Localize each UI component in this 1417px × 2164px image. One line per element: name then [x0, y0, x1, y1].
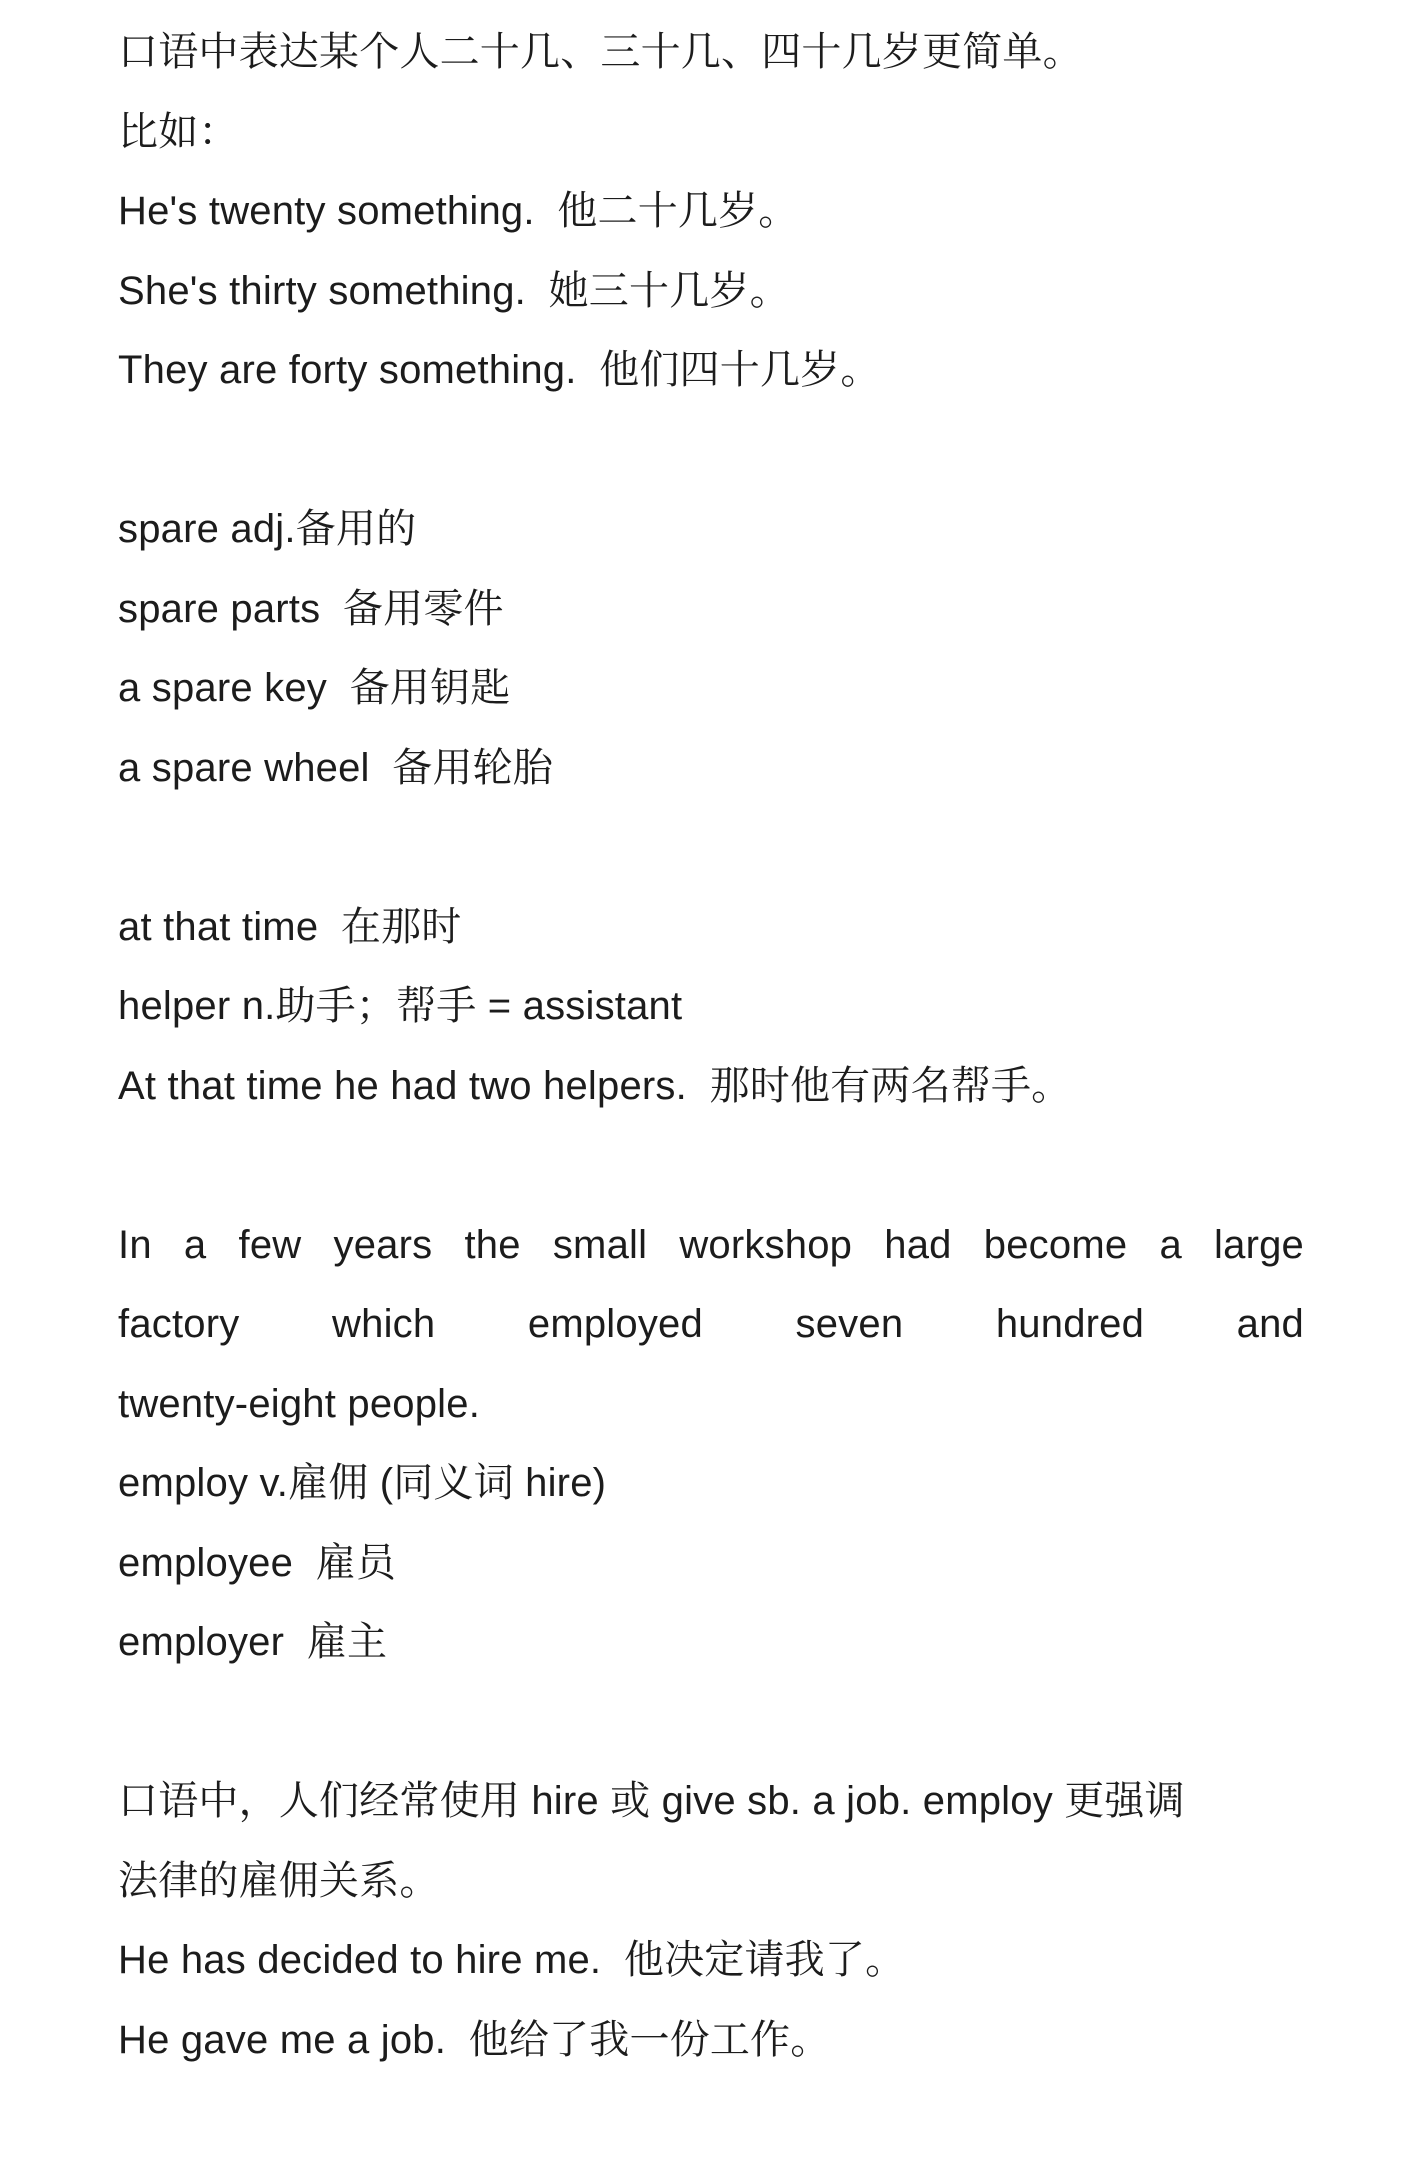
text-line: She's thirty something. 她三十几岁。	[118, 268, 790, 313]
text-line: He gave me a job. 他给了我一份工作。	[118, 2017, 831, 2062]
text-line: helper n.助手；帮手 = assistant	[118, 984, 683, 1028]
text-line: At that time he had two helpers. 那时他有两名帮手。	[118, 1063, 1072, 1108]
text-line	[118, 808, 1304, 888]
text-line: 法律的雇佣关系。	[118, 1858, 440, 1903]
text-line: 比如：	[118, 109, 239, 154]
text-line	[118, 1126, 1304, 1206]
text-line: spare adj.备用的	[118, 507, 417, 551]
text-line: factory which employed seven hundred and	[118, 1302, 1304, 1346]
text-line: employer 雇主	[118, 1620, 388, 1664]
text-line: He has decided to hire me. 他决定请我了。	[118, 1938, 906, 1982]
text-line: 口语中表达某个人二十几、三十几、四十几岁更简单。	[118, 30, 1083, 74]
text-line	[118, 1683, 1304, 1763]
text-line: employee 雇员	[118, 1540, 397, 1585]
text-line: a spare wheel 备用轮胎	[118, 745, 554, 790]
text-line: twenty-eight people.	[118, 1381, 481, 1426]
text-line	[118, 411, 1304, 491]
text-line: spare parts 备用零件	[118, 586, 504, 631]
text-line: employ v.雇佣 (同义词 hire)	[118, 1461, 607, 1505]
text-line: a spare key 备用钥匙	[118, 666, 511, 710]
text-line: In a few years the small workshop had become a large	[118, 1222, 1304, 1267]
text-line: at that time 在那时	[118, 904, 462, 949]
text-line: They are forty something. 他们四十几岁。	[118, 348, 881, 392]
text-line: 口语中，人们经常使用 hire 或 give sb. a job. employ 更强调	[118, 1779, 1185, 1823]
text-line: He's twenty something. 他二十几岁。	[118, 189, 799, 233]
text-lines-container	[118, 13, 1304, 2080]
